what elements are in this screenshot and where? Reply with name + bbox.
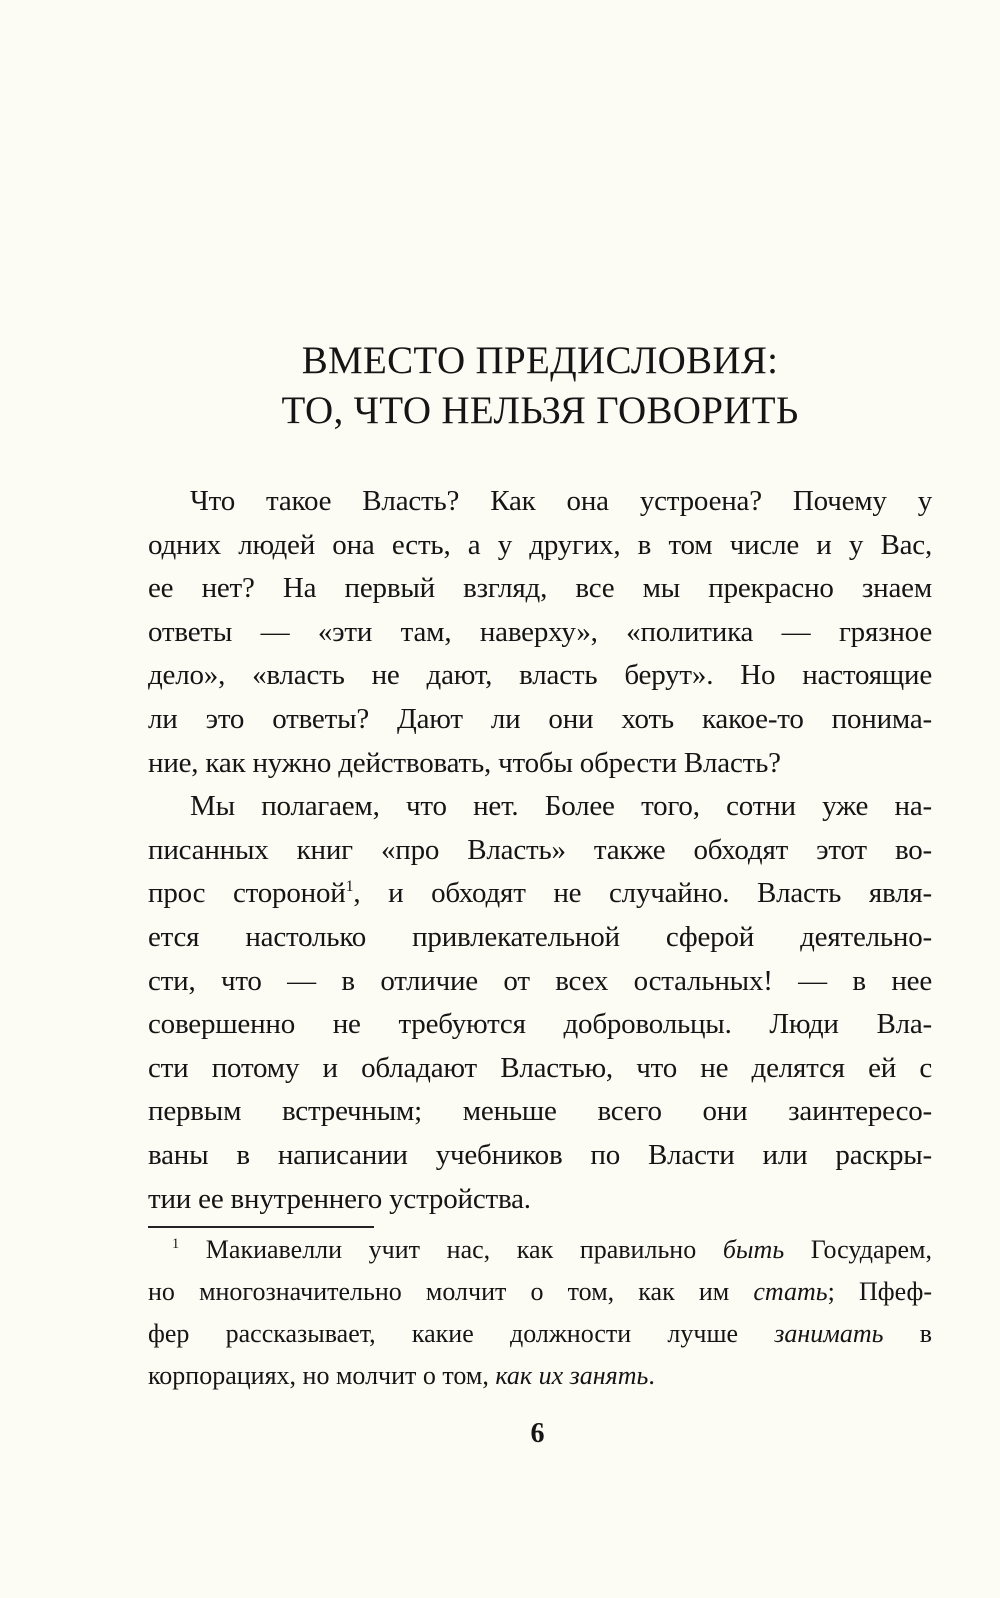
text-line-content: писанных книг «про Власть» также обходят этот во- bbox=[148, 833, 932, 866]
text-line-content: тии ее внутреннего устройства. bbox=[148, 1182, 531, 1215]
chapter-heading bbox=[148, 336, 932, 436]
footnote-text: корпорациях, но молчит о том, bbox=[148, 1361, 496, 1390]
footnote-text: ; Пфеф- bbox=[827, 1277, 933, 1306]
footnote-marker: 1 bbox=[172, 1236, 180, 1252]
footnote-line bbox=[148, 1229, 932, 1271]
footnote-line bbox=[148, 1355, 932, 1397]
emphasis-text: стать bbox=[753, 1277, 828, 1306]
text-line bbox=[148, 916, 932, 960]
text-line-content: дело», «власть не дают, власть берут». Но настоящие bbox=[148, 659, 932, 692]
footnote-text: . bbox=[648, 1361, 655, 1390]
footnote-text: Макиавелли учит нас, как правильно bbox=[179, 1235, 723, 1264]
text-line bbox=[148, 1090, 932, 1134]
footnote-text: в bbox=[883, 1319, 933, 1348]
text-line-content: прос стороной bbox=[148, 877, 346, 910]
footnote-reference: 1 bbox=[345, 878, 354, 896]
text-line-content: совершенно не требуются добровольцы. Люди Вла- bbox=[148, 1008, 932, 1041]
emphasis-text: быть bbox=[722, 1235, 785, 1264]
text-line bbox=[148, 1178, 932, 1222]
text-line-content: ответы — «эти там, наверху», «политика — грязное bbox=[148, 615, 932, 648]
emphasis-text: как их занять bbox=[495, 1361, 649, 1390]
text-line bbox=[148, 567, 932, 611]
text-line-content: Мы полагаем, что нет. Более того, сотни уже на- bbox=[190, 790, 932, 823]
chapter-heading-line-2: ТО, ЧТО НЕЛЬЗЯ ГОВОРИТЬ bbox=[281, 389, 799, 432]
text-line bbox=[148, 654, 932, 698]
text-line-content: ваны в написании учебников по Власти или раскры- bbox=[148, 1138, 932, 1171]
page-number: 6 bbox=[530, 1418, 545, 1449]
emphasis-text: занимать bbox=[774, 1319, 884, 1348]
footnote-text: фер рассказывает, какие должности лучше bbox=[148, 1319, 775, 1348]
footnote-line bbox=[148, 1271, 932, 1313]
text-line-content: сти потому и обладают Властью, что не делятся ей с bbox=[148, 1051, 932, 1084]
text-line bbox=[148, 872, 932, 916]
text-line-content: ется настолько привлекательной сферой деятельно- bbox=[148, 920, 932, 953]
text-line-content: ние, как нужно действовать, чтобы обрести Власть? bbox=[148, 746, 781, 779]
footnote-divider bbox=[148, 1226, 374, 1228]
text-line bbox=[148, 960, 932, 1004]
body-text bbox=[148, 480, 932, 1221]
text-line bbox=[148, 1047, 932, 1091]
text-line bbox=[148, 1134, 932, 1178]
text-line bbox=[148, 1003, 932, 1047]
chapter-heading-line-1: ВМЕСТО ПРЕДИСЛОВИЯ: bbox=[301, 339, 779, 382]
text-line bbox=[148, 480, 932, 524]
footnote-line bbox=[148, 1313, 932, 1355]
footnote bbox=[148, 1229, 932, 1397]
text-line-content: ее нет? На первый взгляд, все мы прекрасно знаем bbox=[148, 572, 932, 605]
text-line-content: , и обходят не случайно. Власть явля- bbox=[353, 877, 932, 910]
text-line bbox=[148, 742, 932, 786]
footnote-text: Государем, bbox=[784, 1235, 933, 1264]
text-line-content: одних людей она есть, а у других, в том числе и у Вас, bbox=[148, 528, 932, 561]
text-line bbox=[148, 524, 932, 568]
text-line bbox=[148, 698, 932, 742]
text-line bbox=[148, 611, 932, 655]
text-line-content: первым встречным; меньше всего они заинтересо- bbox=[148, 1095, 932, 1128]
text-line-content: Что такое Власть? Как она устроена? Почему у bbox=[190, 485, 932, 517]
footnote-text: но многозначительно молчит о том, как им bbox=[148, 1277, 754, 1306]
text-line bbox=[148, 829, 932, 873]
text-line bbox=[148, 785, 932, 829]
text-line-content: ли это ответы? Дают ли они хоть какое-то понима- bbox=[148, 702, 932, 735]
text-line-content: сти, что — в отличие от всех остальных! — в нее bbox=[148, 964, 932, 997]
